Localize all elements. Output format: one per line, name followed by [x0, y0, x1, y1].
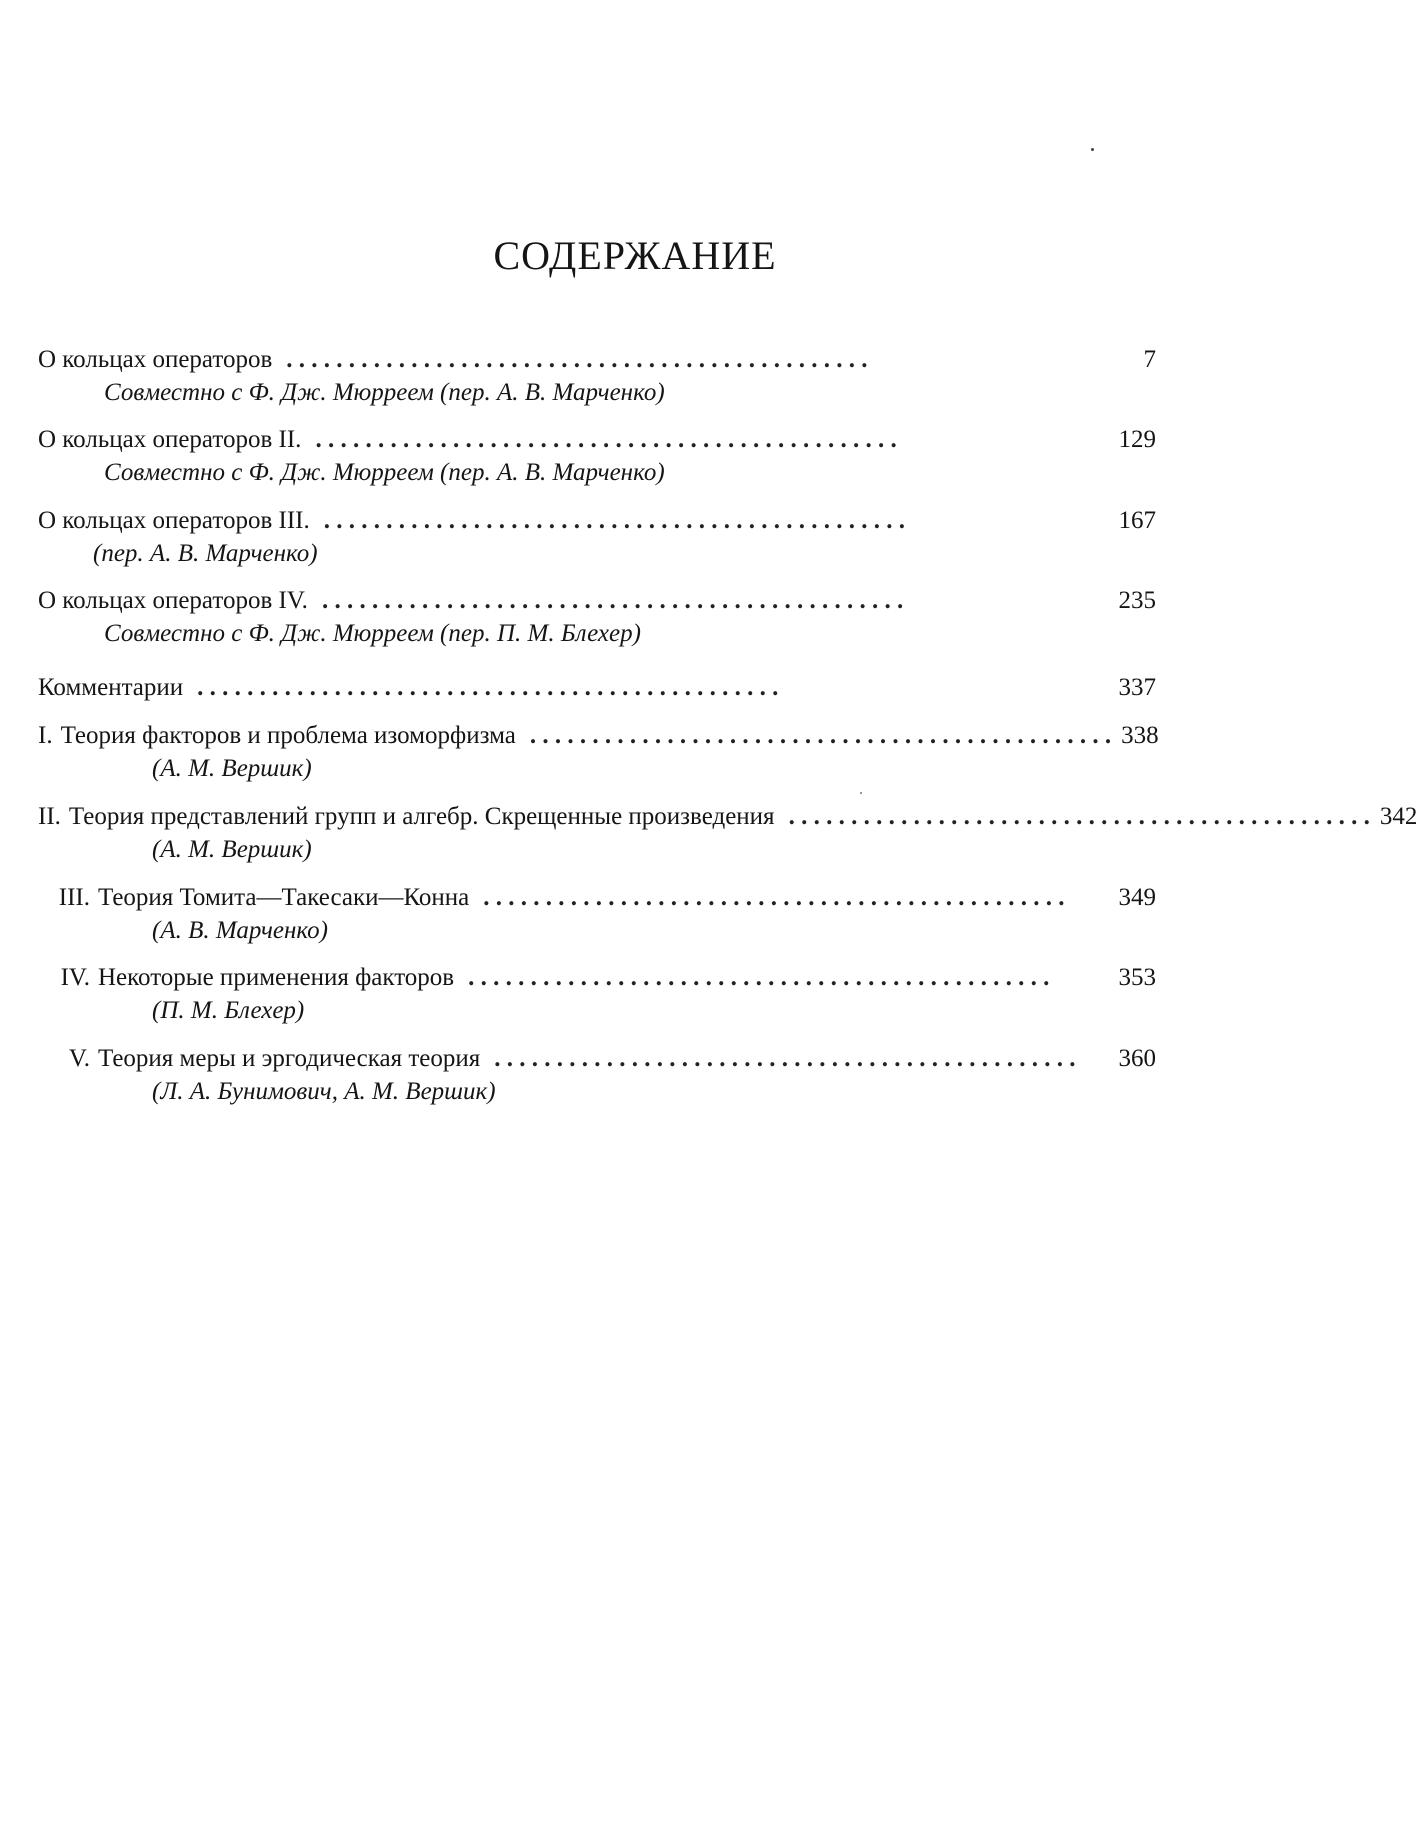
toc-entry-line	[38, 507, 1156, 539]
toc-entry-line	[38, 722, 1159, 754]
toc-entry-page: 360	[1118, 1045, 1156, 1072]
dot-leader: . . . . . . . . . . . . . . . . . . . . . . . . . . . . . . . . . . . . . . . . . . . . . . .	[494, 1045, 1076, 1072]
toc-entry-page: 235	[1118, 587, 1156, 614]
toc-entry-line	[38, 803, 1417, 835]
toc-entry-title: О кольцах операторов	[38, 346, 273, 373]
toc-entry-authors: Совместно с Ф. Дж. Мюрреем (пер. А. В. Марченко)	[104, 459, 665, 486]
toc-entry-page: 337	[1118, 674, 1156, 701]
toc-entry-page: 7	[1143, 346, 1156, 373]
toc-entry-title: Теория меры и эргодическая теория	[98, 1045, 481, 1072]
dot-leader: . . . . . . . . . . . . . . . . . . . . . . . . . . . . . . . . . . . . . . . . . . . . . . .	[315, 426, 897, 453]
dot-leader: . . . . . . . . . . . . . . . . . . . . . . . . . . . . . . . . . . . . . . . . . . . . . . .	[321, 587, 904, 614]
page-title: СОДЕРЖАНИЕ	[493, 233, 777, 278]
toc-entry-title: О кольцах операторов III.	[38, 507, 310, 534]
dot-leader: . . . . . . . . . . . . . . . . . . . . . . . . . . . . . . . . . . . . . . . . . . . . . . .	[468, 964, 1050, 991]
toc-entry-page: 353	[1118, 964, 1156, 991]
toc-entry-authors: (пер. А. В. Марченко)	[93, 540, 318, 567]
toc-entry-page: 167	[1118, 507, 1156, 534]
toc-entry-title: Комментарии	[38, 674, 184, 701]
toc-entry-title: О кольцах операторов IV.	[38, 587, 308, 614]
toc-entry-line	[38, 426, 1156, 458]
scan-speck	[1091, 148, 1094, 151]
scan-speck	[860, 792, 862, 794]
toc-entry-title: Некоторые применения факторов	[98, 964, 455, 991]
dot-leader: . . . . . . . . . . . . . . . . . . . . . . . . . . . . . . . . . . . . . . . . . . . . . . .	[483, 884, 1065, 911]
toc-entry-page: 349	[1118, 884, 1156, 911]
toc-entry-line	[38, 587, 1156, 619]
toc-entry-authors: (П. М. Блехер)	[152, 997, 305, 1024]
toc-entry-line	[38, 346, 1156, 378]
dot-leader: . . . . . . . . . . . . . . . . . . . . . . . . . . . . . . . . . . . . . . . . . . . . . . .	[529, 722, 1112, 749]
toc-entry-authors: Совместно с Ф. Дж. Мюрреем (пер. П. М. Блехер)	[104, 620, 641, 647]
toc-entry-number: II.	[38, 803, 61, 830]
toc-entry-page: 342	[1379, 803, 1417, 830]
toc-entry-title: Теория Томита—Такесаки—Конна	[98, 884, 470, 911]
dot-leader: . . . . . . . . . . . . . . . . . . . . . . . . . . . . . . . . . . . . . . . . . . . . . . .	[323, 507, 906, 534]
toc-entry-authors: Совместно с Ф. Дж. Мюрреем (пер. А. В. Марченко)	[104, 379, 665, 406]
toc-entry-title: Теория факторов и проблема изоморфизма	[60, 722, 516, 749]
toc-entry-authors: (А. М. Вершик)	[152, 755, 312, 782]
toc-entry-number: I.	[38, 722, 53, 749]
toc-entry-authors: (Л. А. Бунимович, А. М. Вершик)	[152, 1078, 496, 1105]
toc-entry-title: Теория представлений групп и алгебр. Скрещенные произведения	[68, 803, 775, 830]
toc-entry-page: 338	[1121, 722, 1159, 749]
toc-entry-line	[38, 674, 1156, 706]
toc-entry-title: О кольцах операторов II.	[38, 426, 302, 453]
toc-entry-number: V.	[68, 1045, 90, 1072]
dot-leader: . . . . . . . . . . . . . . . . . . . . . . . . . . . . . . . . . . . . . . . . . . . . . . .	[286, 346, 868, 373]
toc-entry-authors: (А. М. Вершик)	[152, 836, 312, 863]
toc-entry-line	[38, 964, 1156, 996]
toc-entry-line	[38, 1045, 1156, 1077]
toc-entry-authors: (А. В. Марченко)	[152, 917, 329, 944]
toc-entry-page: 129	[1118, 426, 1156, 453]
toc-entry-number: IV.	[60, 964, 90, 991]
dot-leader: . . . . . . . . . . . . . . . . . . . . . . . . . . . . . . . . . . . . . . . . . . . . . . .	[788, 803, 1370, 830]
toc-entry-line	[38, 884, 1156, 916]
dot-leader: . . . . . . . . . . . . . . . . . . . . . . . . . . . . . . . . . . . . . . . . . . . . . . .	[197, 674, 779, 701]
toc-entry-number: III.	[58, 884, 90, 911]
